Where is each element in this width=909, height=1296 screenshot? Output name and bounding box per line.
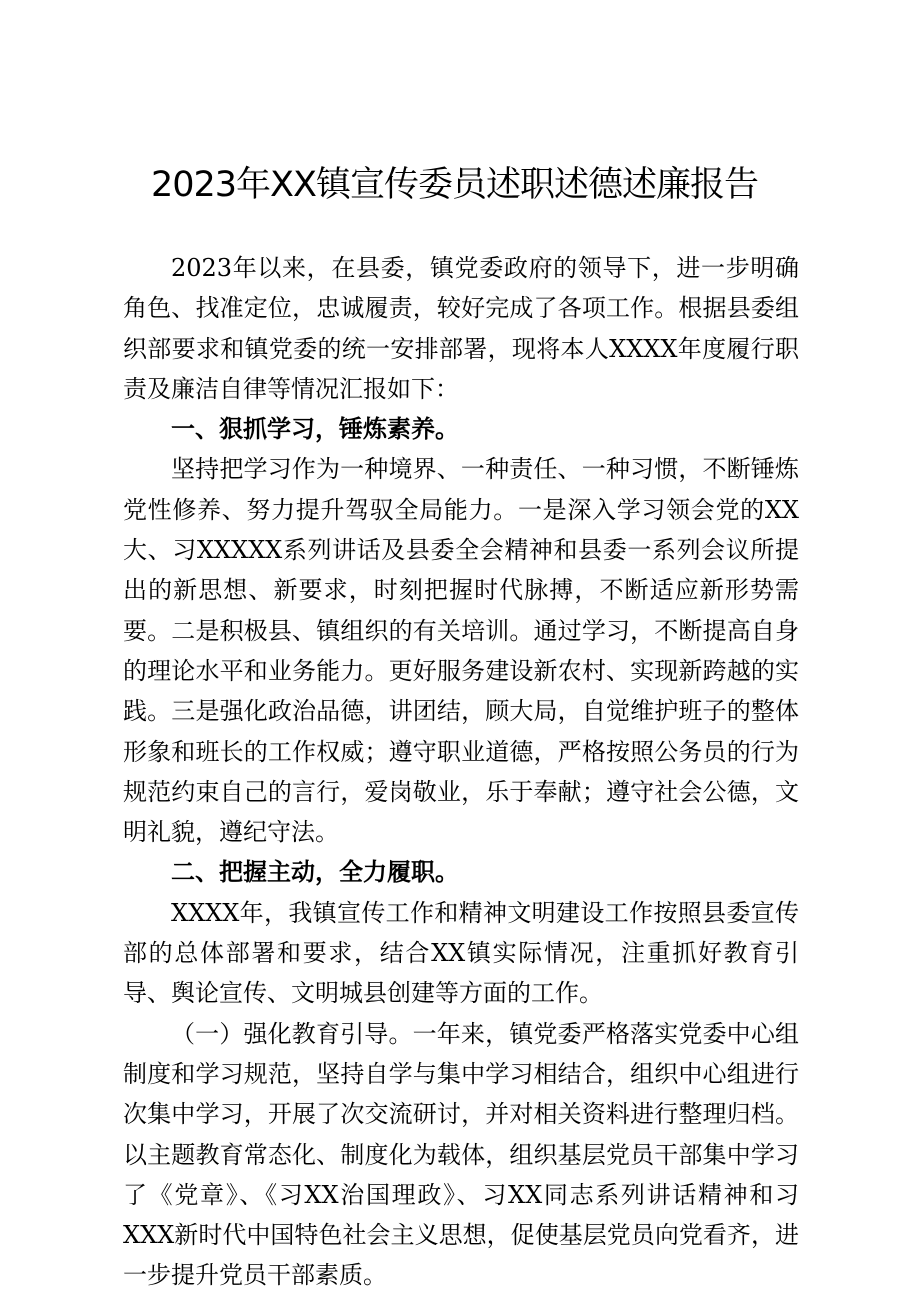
intro-paragraph: 2023年以来，在县委，镇党委政府的领导下，进一步明确角色、找准定位，忠诚履责，较好完成了各项工作。根据县委组织部要求和镇党委的统一安排部署，现将本人XXXX年度履行职责及廉洁自律等情况汇报如下： — [123, 254, 799, 403]
duty-paragraph: XXXX年，我镇宣传工作和精神文明建设工作按照县委宣传部的总体部署和要求，结合XX镇实际情况，注重抓好教育引导、舆论宣传、文明城县创建等方面的工作。 — [123, 898, 799, 1008]
study-paragraph: 坚持把学习作为一种境界、一种责任、一种习惯，不断锤炼党性修养、努力提升驾驭全局能力。一是深入学习领会党的XX大、习XXXXX系列讲话及县委全会精神和县委一系列会议所提出的新思想、新要求，时刻把握时代脉搏，不断适应新形势需要。二是积极县、镇组织的有关培训。通过学习，不断提高自身的理论水平和业务能力。更好服务建设新农村、实现新跨越的实践。三是强化政治品德，讲团结，顾大局，自觉维护班子的整体形象和班长的工作权威；遵守职业道德，严格按照公务员的行为规范约束自己的言行，爱岗敬业，乐于奉献；遵守社会公德，文明礼貌，遵纪守法。 — [123, 455, 799, 847]
education-paragraph: （一）强化教育引导。一年来，镇党委严格落实党委中心组制度和学习规范，坚持自学与集中学习相结合，组织中心组进行次集中学习，开展了次交流研讨，并对相关资料进行整理归档。以主题教育常态化、制度化为载体，组织基层党员干部集中学习了《党章》、《习XX治国理政》、习XX同志系列讲话精神和习XXX新时代中国特色社会主义思想，促使基层党员向党看齐，进一步提升党员干部素质。 — [123, 1019, 799, 1290]
document-body — [123, 248, 799, 1296]
section-heading-duty: 二、把握主动，全力履职。 — [171, 858, 459, 887]
document-title: 2023年XX镇宣传委员述职述德述廉报告 — [150, 165, 759, 205]
section-heading-study: 一、狠抓学习，锤炼素养。 — [171, 415, 459, 444]
